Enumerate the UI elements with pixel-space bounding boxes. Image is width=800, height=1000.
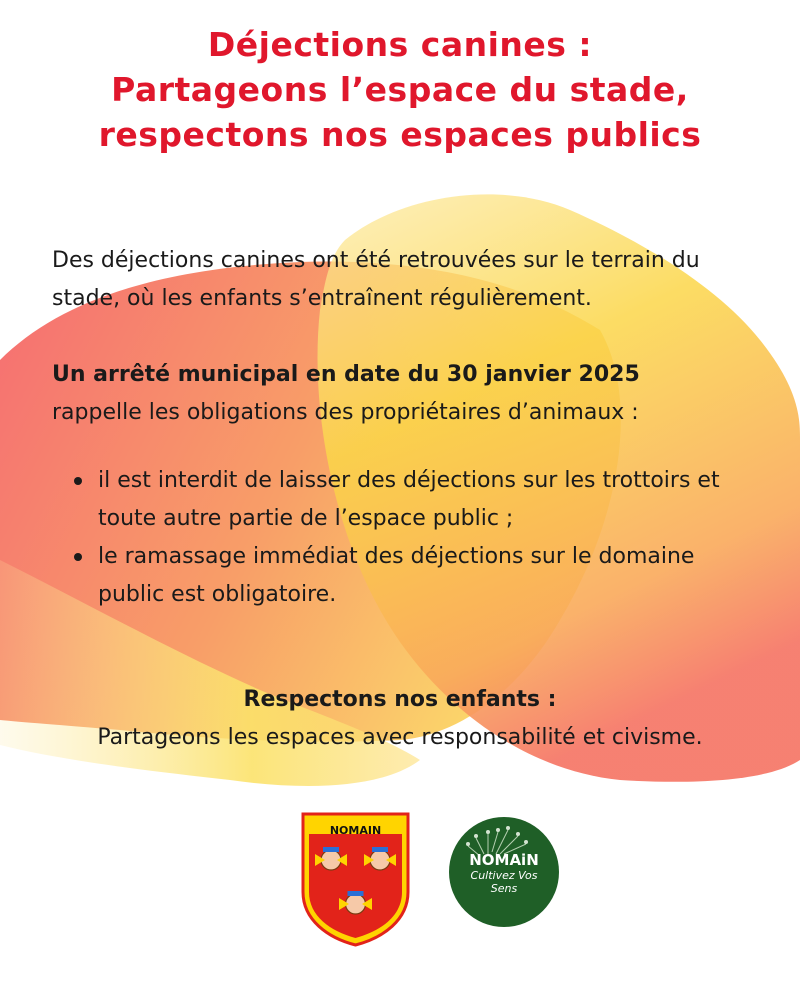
bullet-icon (74, 477, 82, 485)
closing-section (0, 681, 800, 757)
notice-body (52, 242, 752, 614)
badge-slogan: Cultivez Vos Sens (470, 869, 538, 895)
title-line-1: Déjections canines : (207, 25, 593, 64)
closing-heading: Respectons nos enfants : (243, 687, 557, 712)
decree-text: rappelle les obligations des propriétaires d’animaux : (52, 400, 639, 425)
badge-brand: NOMAiN (469, 851, 539, 869)
rules-list (52, 462, 752, 614)
intro-paragraph: Des déjections canines ont été retrouvées sur le terrain du stade, où les enfants s’entraînent régulièrement. (52, 248, 700, 311)
list-item (98, 462, 752, 538)
bullet-icon (74, 553, 82, 561)
badge-text (448, 851, 560, 895)
rule-text: le ramassage immédiat des déjections sur le domaine public est obligatoire. (98, 544, 695, 607)
list-item (98, 538, 752, 614)
title-line-2: Partageons l’espace du stade, (111, 70, 689, 109)
page-title (0, 22, 800, 157)
rule-text: il est interdit de laisser des déjections sur les trottoirs et toute autre partie de l’espace public ; (98, 468, 720, 531)
closing-text: Partageons les espaces avec responsabilité et civisme. (97, 725, 703, 750)
decree-heading: Un arrêté municipal en date du 30 janvier 2025 (52, 362, 640, 387)
crest-label: NOMAIN (329, 824, 382, 837)
title-line-3: respectons nos espaces publics (98, 115, 702, 154)
